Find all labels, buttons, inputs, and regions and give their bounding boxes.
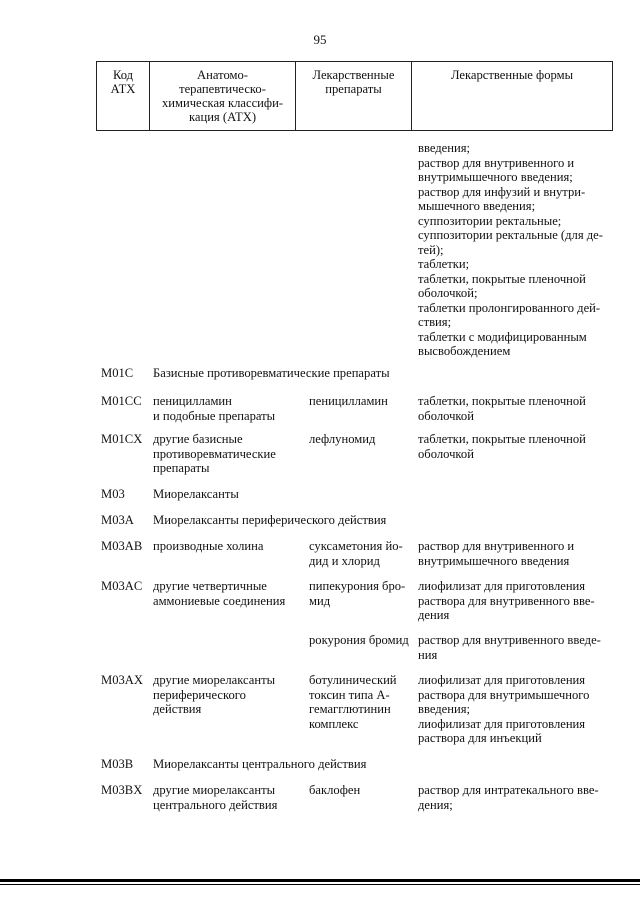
continued-forms: введения; раствор для внутривенного и внутримышечного введения; раствор для инфузий и внутри- мышечного введения; суппозитории ректальные; суппозитории ректальные (для де- тей); таблетки; таблетки, покрытые пленочной оболочкой; таблетки пролонгированного дей- ствия; таблетки с модифицированным высвобождением	[418, 141, 603, 358]
header-drugs: Лекарственные препараты	[296, 62, 412, 130]
atc-code: M03BX	[101, 783, 143, 797]
dosage-forms: раствор для внутривенного и внутримышечного введения	[418, 539, 575, 568]
bottom-rule-thin	[0, 884, 640, 885]
page-number: 95	[313, 32, 327, 47]
atc-group-name: Базисные противоревматические препараты	[153, 366, 390, 380]
drug-name: суксаметония йо- дид и хлорид	[309, 539, 403, 568]
atc-group-name: производные холина	[153, 539, 264, 553]
dosage-forms: раствор для внутривенного введе- ния	[418, 633, 601, 662]
atc-code: M01CX	[101, 432, 143, 446]
atc-code: M03AC	[101, 579, 143, 593]
atc-code: M03AB	[101, 539, 143, 553]
header-forms: Лекарственные формы	[450, 68, 574, 82]
drug-name: баклофен	[309, 783, 361, 797]
dosage-forms: лиофилизат для приготовления раствора для внутривенного вве- дения	[418, 579, 595, 622]
header-classification: Анатомо- терапевтическо- химическая классифи- кация (АТХ)	[150, 62, 296, 130]
atc-group-name: Миорелаксанты периферического действия	[153, 513, 387, 527]
atc-group-name: другие базисные противоревматические препараты	[153, 432, 276, 475]
atc-group-name: другие миорелаксанты центрального действия	[153, 783, 278, 812]
atc-group-name: другие четвертичные аммониевые соединения	[153, 579, 286, 608]
atc-code: M03AX	[101, 673, 143, 687]
drug-name: лефлуномид	[309, 432, 376, 446]
dosage-forms: раствор для интратекального вве- дения;	[418, 783, 599, 812]
bottom-rule-thick	[0, 879, 640, 882]
dosage-forms: таблетки, покрытые пленочной оболочкой	[418, 432, 586, 461]
atc-group-name: Миорелаксанты	[153, 487, 239, 501]
atc-code: M01C	[101, 366, 134, 380]
atc-code: M03B	[101, 757, 134, 771]
header-code: Код АТХ	[97, 62, 150, 130]
atc-code: M01CC	[101, 394, 142, 408]
atc-group-name: пеницилламин и подобные препараты	[153, 394, 276, 423]
drug-name: ботулинический токсин типа А- гемагглютинин комплекс	[309, 673, 397, 731]
atc-group-name: другие миорелаксанты периферического действия	[153, 673, 276, 716]
drug-name: рокурония бромид	[309, 633, 409, 647]
atc-code: M03A	[101, 513, 134, 527]
dosage-forms: таблетки, покрытые пленочной оболочкой	[418, 394, 586, 423]
drug-name: пеницилламин	[309, 394, 388, 408]
atc-group-name: Миорелаксанты центрального действия	[153, 757, 367, 771]
dosage-forms: лиофилизат для приготовления раствора для внутримышечного введения; лиофилизат для приготовления раствора для инъекций	[418, 673, 590, 745]
atc-code: M03	[101, 487, 125, 501]
drug-name: пипекурония бро- мид	[309, 579, 406, 608]
table-header	[96, 61, 613, 131]
